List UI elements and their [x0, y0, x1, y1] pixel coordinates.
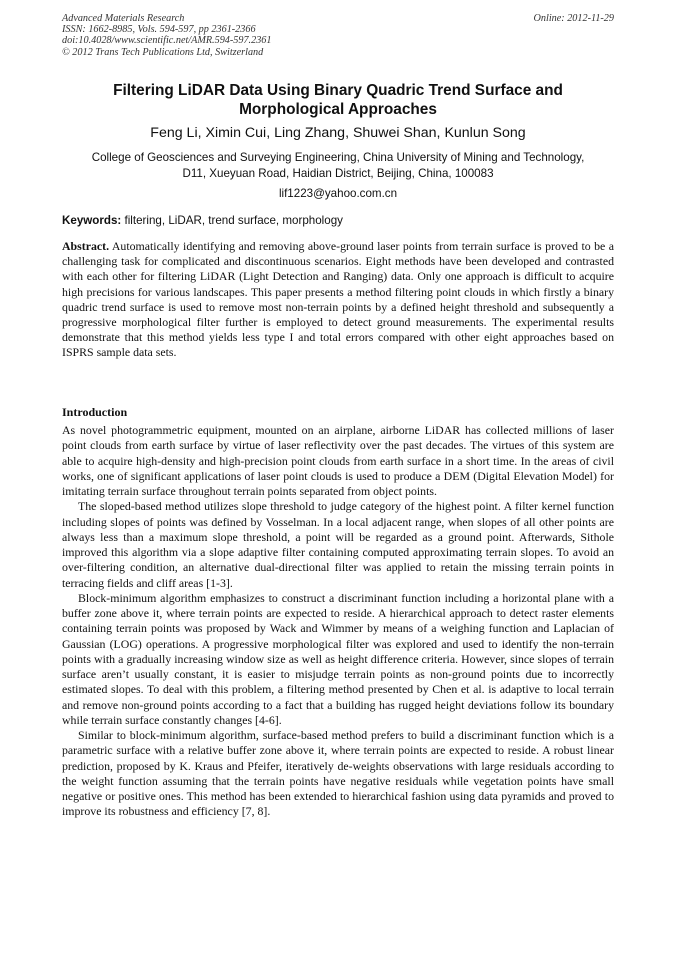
journal-header: [62, 13, 614, 58]
online-date: Online: 2012-11-29: [533, 13, 614, 24]
doi-line: doi:10.4028/www.scientific.net/AMR.594-597.2361: [62, 35, 272, 47]
affiliation-line-1: College of Geosciences and Surveying Engineering, China University of Mining and Technology,: [91, 151, 585, 164]
issn-line: ISSN: 1662-8985, Vols. 594-597, pp 2361-2366: [62, 24, 256, 36]
author-list: Feng Li, Ximin Cui, Ling Zhang, Shuwei Shan, Kunlun Song: [150, 125, 526, 141]
author-email: lif1223@yahoo.com.cn: [278, 187, 398, 200]
keywords-label: Keywords:: [62, 214, 122, 227]
paragraph: Block-minimum algorithm emphasizes to construct a discriminant function including a horizontal plane with a buffer zone above it, where terrain points are expected to reside. A hierarchical approach to detect raster elements containing terrain points was proposed by Wack and Wimmer by means of a weighing function and Laplacian of Gaussian (LOG) operations. A progressive morphological filter was explored and used to identify the non-terrain points with a gradually increasing window size as well as height difference criteria. However, since slopes of terrain surface aren’t usually constant, it is easier to misjudge terrain points as non-ground points due to incorrectly estimated slopes. To deal with this problem, a filtering method presented by Chen et al. is adaptive to local terrain and remove non-ground points according to a fact that a building has rugged height deviations follow its boundary while terrain surface constantly changes [4-6].: [62, 590, 614, 727]
abstract: [62, 239, 614, 361]
keywords-text: filtering, LiDAR, trend surface, morphology: [121, 214, 343, 227]
title-line-1: Filtering LiDAR Data Using Binary Quadric Trend Surface and: [113, 82, 563, 99]
copyright-line: © 2012 Trans Tech Publications Ltd, Switzerland: [62, 46, 264, 58]
title-line-2: Morphological Approaches: [239, 100, 437, 118]
introduction-body: [62, 423, 614, 820]
journal-name: Advanced Materials Research: [62, 13, 185, 24]
paragraph: As novel photogrammetric equipment, mounted on an airplane, airborne LiDAR has collected millions of laser point clouds from earth surface by virtue of laser reflectivity over the past decades. The virtues of this system are able to acquire high-density and high-precision point clouds from earth surface in a short time. In the areas of civil works, one of significant applications of laser point clouds is used to produce a DEM (Digital Elevation Model) for imitating terrain surface throughout terrain points separated from object points.: [62, 423, 614, 498]
keywords: [62, 213, 614, 228]
affiliation: [62, 150, 614, 182]
paragraph: The sloped-based method utilizes slope threshold to judge category of the highest point. A filter kernel function including slopes of points was defined by Vosselman. In a local adjacent range, when slopes of all other points are always less than a maximum slope threshold, a point will be regarded as a ground point. Afterwards, Sithole improved this algorithm via a slope adaptive filter containing computed approximating terrain slopes. To avoid an over-filtering condition, an alternative dual-directional filter was applied to retain the missing terrain points in terracing fields and cliff areas [1-3].: [62, 499, 614, 590]
affiliation-line-2: D11, Xueyuan Road, Haidian District, Beijing, China, 100083: [182, 167, 494, 180]
abstract-text: Automatically identifying and removing above-ground laser points from terrain surface is proved to be a challenging task for complicated and discontinuous scenarios. Eight methods have been developed and contrasted with each other for filtering LiDAR (Light Detection and Ranging) data. Only one approach is difficult to acquire high precisions for various landscapes. This paper presents a method filtering point clouds in which firstly a binary quadric trend surface is used to remove most non-terrain points by a defined height threshold and subsequently a progressive morphological filter further is employed to detect ground measurements. The experimental results demonstrate that this method yields less type I and total errors compared with other eight approaches based on ISPRS sample data sets.: [62, 239, 614, 360]
section-heading-introduction: Introduction: [62, 405, 128, 419]
paragraph: Similar to block-minimum algorithm, surface-based method prefers to build a discriminant function which is a parametric surface with a relative buffer zone above it, where terrain points are expected to reside. A robust linear prediction, proposed by K. Kraus and Pfeifer, iteratively de-weights observations with large residuals according to the weight function assuming that the terrain points have negative residuals while vegetation points have small negative or positive ones. This method has been extended to hierarchical fashion using data pyramids and proved to improve its robustness and efficiency [7, 8].: [62, 728, 614, 819]
paper-title: [62, 82, 614, 119]
abstract-label: Abstract.: [62, 239, 110, 253]
